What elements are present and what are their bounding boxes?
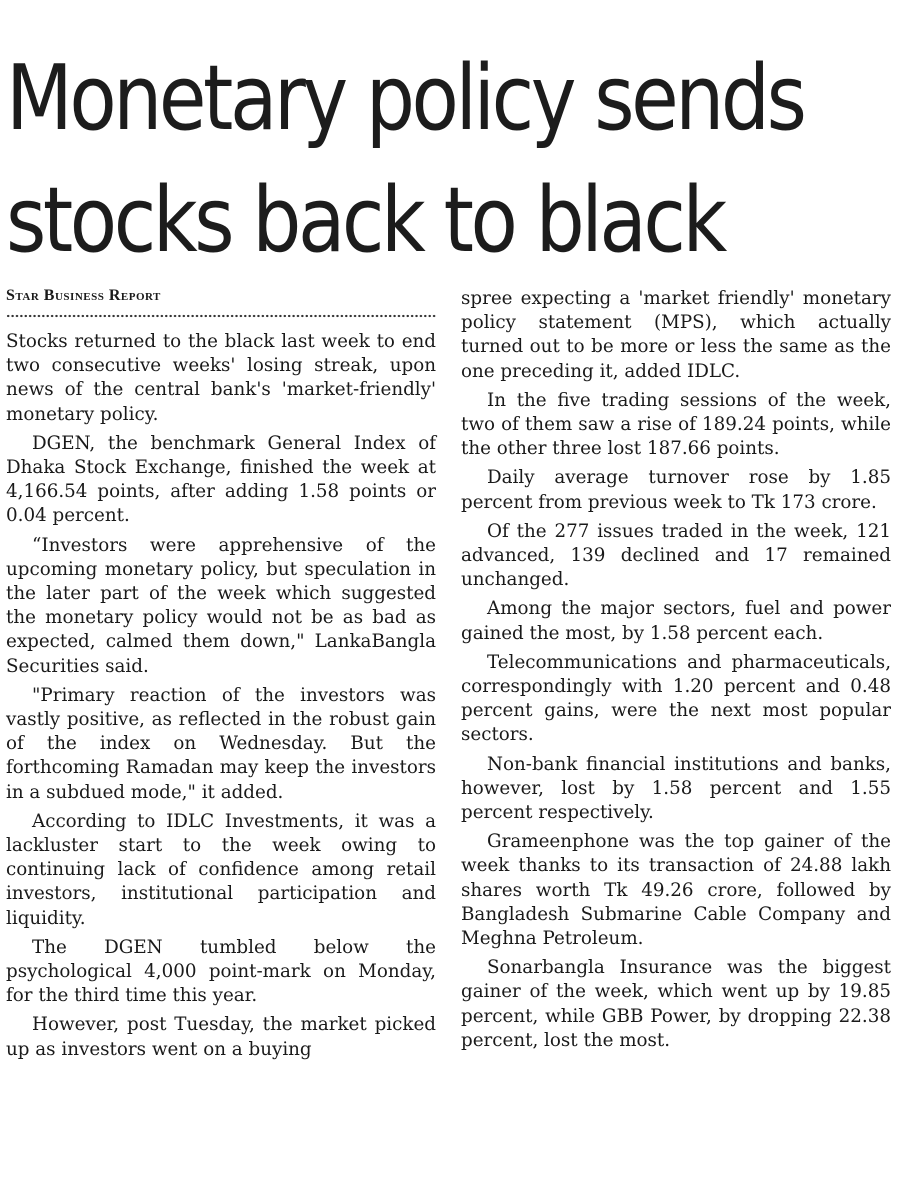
headline-line-1: Monetary policy sends: [6, 46, 804, 151]
paragraph: Telecommunications and pharmaceuticals, correspondingly with 1.20 percent and 0.48 percent gains, were the next most popular sectors.: [461, 651, 891, 746]
paragraph: Grameenphone was the top gainer of the week thanks to its transaction of 24.88 lakh shares worth Tk 49.26 crore, followed by Bangladesh Submarine Cable Company and Meghna Petroleum.: [461, 831, 891, 950]
article-column-right: [461, 287, 891, 1058]
paragraph: Stocks returned to the black last week to end two consecutive weeks' losing streak, upon news of the central bank's 'market-friendly' monetary policy.: [6, 331, 436, 425]
headline-line-2: stocks back to black: [6, 168, 724, 273]
paragraph: According to IDLC Investments, it was a lackluster start to the week owing to continuing lack of confidence among retail investors, institutional participation and liquidity.: [6, 810, 436, 929]
paragraph: In the five trading sessions of the week, two of them saw a rise of 189.24 points, while the other three lost 187.66 points.: [461, 389, 891, 460]
paragraph: Of the 277 issues traded in the week, 121 advanced, 139 declined and 17 remained unchanged.: [461, 520, 891, 591]
paragraph: Non-bank financial institutions and banks, however, lost by 1.58 percent and 1.55 percent respectively.: [461, 753, 891, 824]
paragraph: The DGEN tumbled below the psychological 4,000 point-mark on Monday, for the third time this year.: [6, 936, 436, 1007]
paragraph: spree expecting a 'market friendly' monetary policy statement (MPS), which actually turned out to be more or less the same as the one preceding it, added IDLC.: [461, 288, 891, 382]
article-column-left: [6, 284, 436, 1067]
headline: [6, 38, 804, 282]
paragraph: However, post Tuesday, the market picked up as investors went on a buying: [6, 1014, 436, 1060]
paragraph: "Primary reaction of the investors was vastly positive, as reflected in the robust gain of the index on Wednesday. But the forthcoming Ramadan may keep the investors in a subdued mode," it added.: [6, 684, 436, 803]
paragraph: Daily average turnover rose by 1.85 percent from previous week to Tk 173 crore.: [461, 467, 891, 513]
dotted-divider: [6, 310, 436, 322]
paragraph: Sonarbangla Insurance was the biggest gainer of the week, which went up by 19.85 percent, while GBB Power, by dropping 22.38 percent, lost the most.: [461, 957, 891, 1051]
paragraph: Among the major sectors, fuel and power gained the most, by 1.58 percent each.: [461, 598, 891, 644]
paragraph: DGEN, the benchmark General Index of Dhaka Stock Exchange, finished the week at 4,166.54 points, after adding 1.58 points or 0.04 percent.: [6, 432, 436, 527]
paragraph: “Investors were apprehensive of the upcoming monetary policy, but speculation in the later part of the week which suggested the monetary policy would not be as bad as expected, calmed them down," LankaBangla Securities said.: [6, 534, 436, 677]
byline: Star Business Report: [6, 287, 161, 304]
